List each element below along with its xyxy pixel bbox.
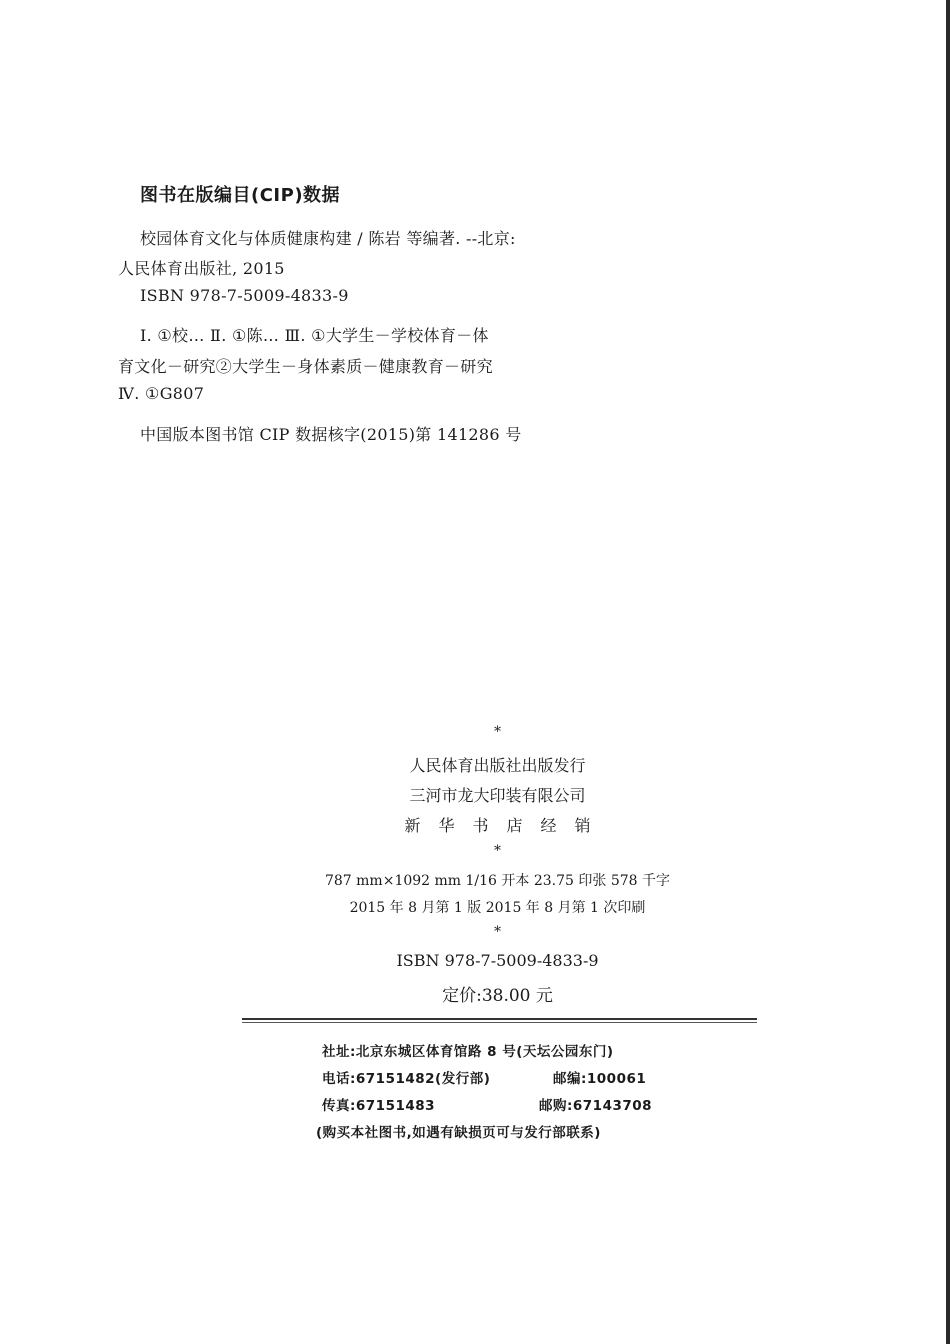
contact-fax: 传真:67151483 bbox=[322, 1098, 436, 1114]
imprint-printer: 三河市龙大印装有限公司 bbox=[409, 786, 586, 805]
page-edge-border bbox=[946, 0, 950, 1344]
cip-line-verification-number: 中国版本图书馆 CIP 数据核字(2015)第 141286 号 bbox=[140, 425, 522, 444]
contact-address: 社址:北京东城区体育馆路 8 号(天坛公园东门) bbox=[322, 1044, 614, 1060]
separator-star-3: * bbox=[494, 924, 501, 940]
imprint-publisher: 人民体育出版社出版发行 bbox=[409, 756, 586, 775]
contact-phone: 电话:67151482(发行部) bbox=[322, 1071, 491, 1087]
separator-star-2: * bbox=[494, 843, 501, 859]
cip-line-title-author: 校园体育文化与体质健康构建 / 陈岩 等编著. --北京: bbox=[140, 229, 516, 248]
cip-title: 图书在版编目(CIP)数据 bbox=[140, 185, 341, 206]
contact-mail-order: 邮购:67143708 bbox=[539, 1098, 653, 1114]
imprint-edition: 2015 年 8 月第 1 版 2015 年 8 月第 1 次印刷 bbox=[349, 900, 646, 916]
divider-rule-bottom bbox=[242, 1022, 757, 1023]
cip-line-publisher-year: 人民体育出版社, 2015 bbox=[118, 259, 285, 278]
cip-line-classification: Ⅳ. ①G807 bbox=[118, 384, 205, 403]
imprint-isbn: ISBN 978-7-5009-4833-9 bbox=[396, 951, 599, 970]
separator-star-1: * bbox=[494, 724, 501, 740]
cip-line-isbn: ISBN 978-7-5009-4833-9 bbox=[140, 286, 349, 305]
divider-rule-top bbox=[242, 1018, 757, 1020]
contact-postcode: 邮编:100061 bbox=[553, 1071, 647, 1087]
cip-line-subject-1: Ⅰ. ①校… Ⅱ. ①陈… Ⅲ. ①大学生－学校体育－体 bbox=[140, 326, 489, 345]
imprint-distributor: 新华书店经销 bbox=[404, 816, 609, 835]
cip-line-subject-2: 育文化－研究②大学生－身体素质－健康教育－研究 bbox=[118, 357, 493, 376]
contact-note: (购买本社图书,如遇有缺损页可与发行部联系) bbox=[316, 1125, 601, 1141]
imprint-specs: 787 mm×1092 mm 1/16 开本 23.75 印张 578 千字 bbox=[324, 873, 671, 889]
imprint-price: 定价:38.00 元 bbox=[442, 986, 553, 1006]
